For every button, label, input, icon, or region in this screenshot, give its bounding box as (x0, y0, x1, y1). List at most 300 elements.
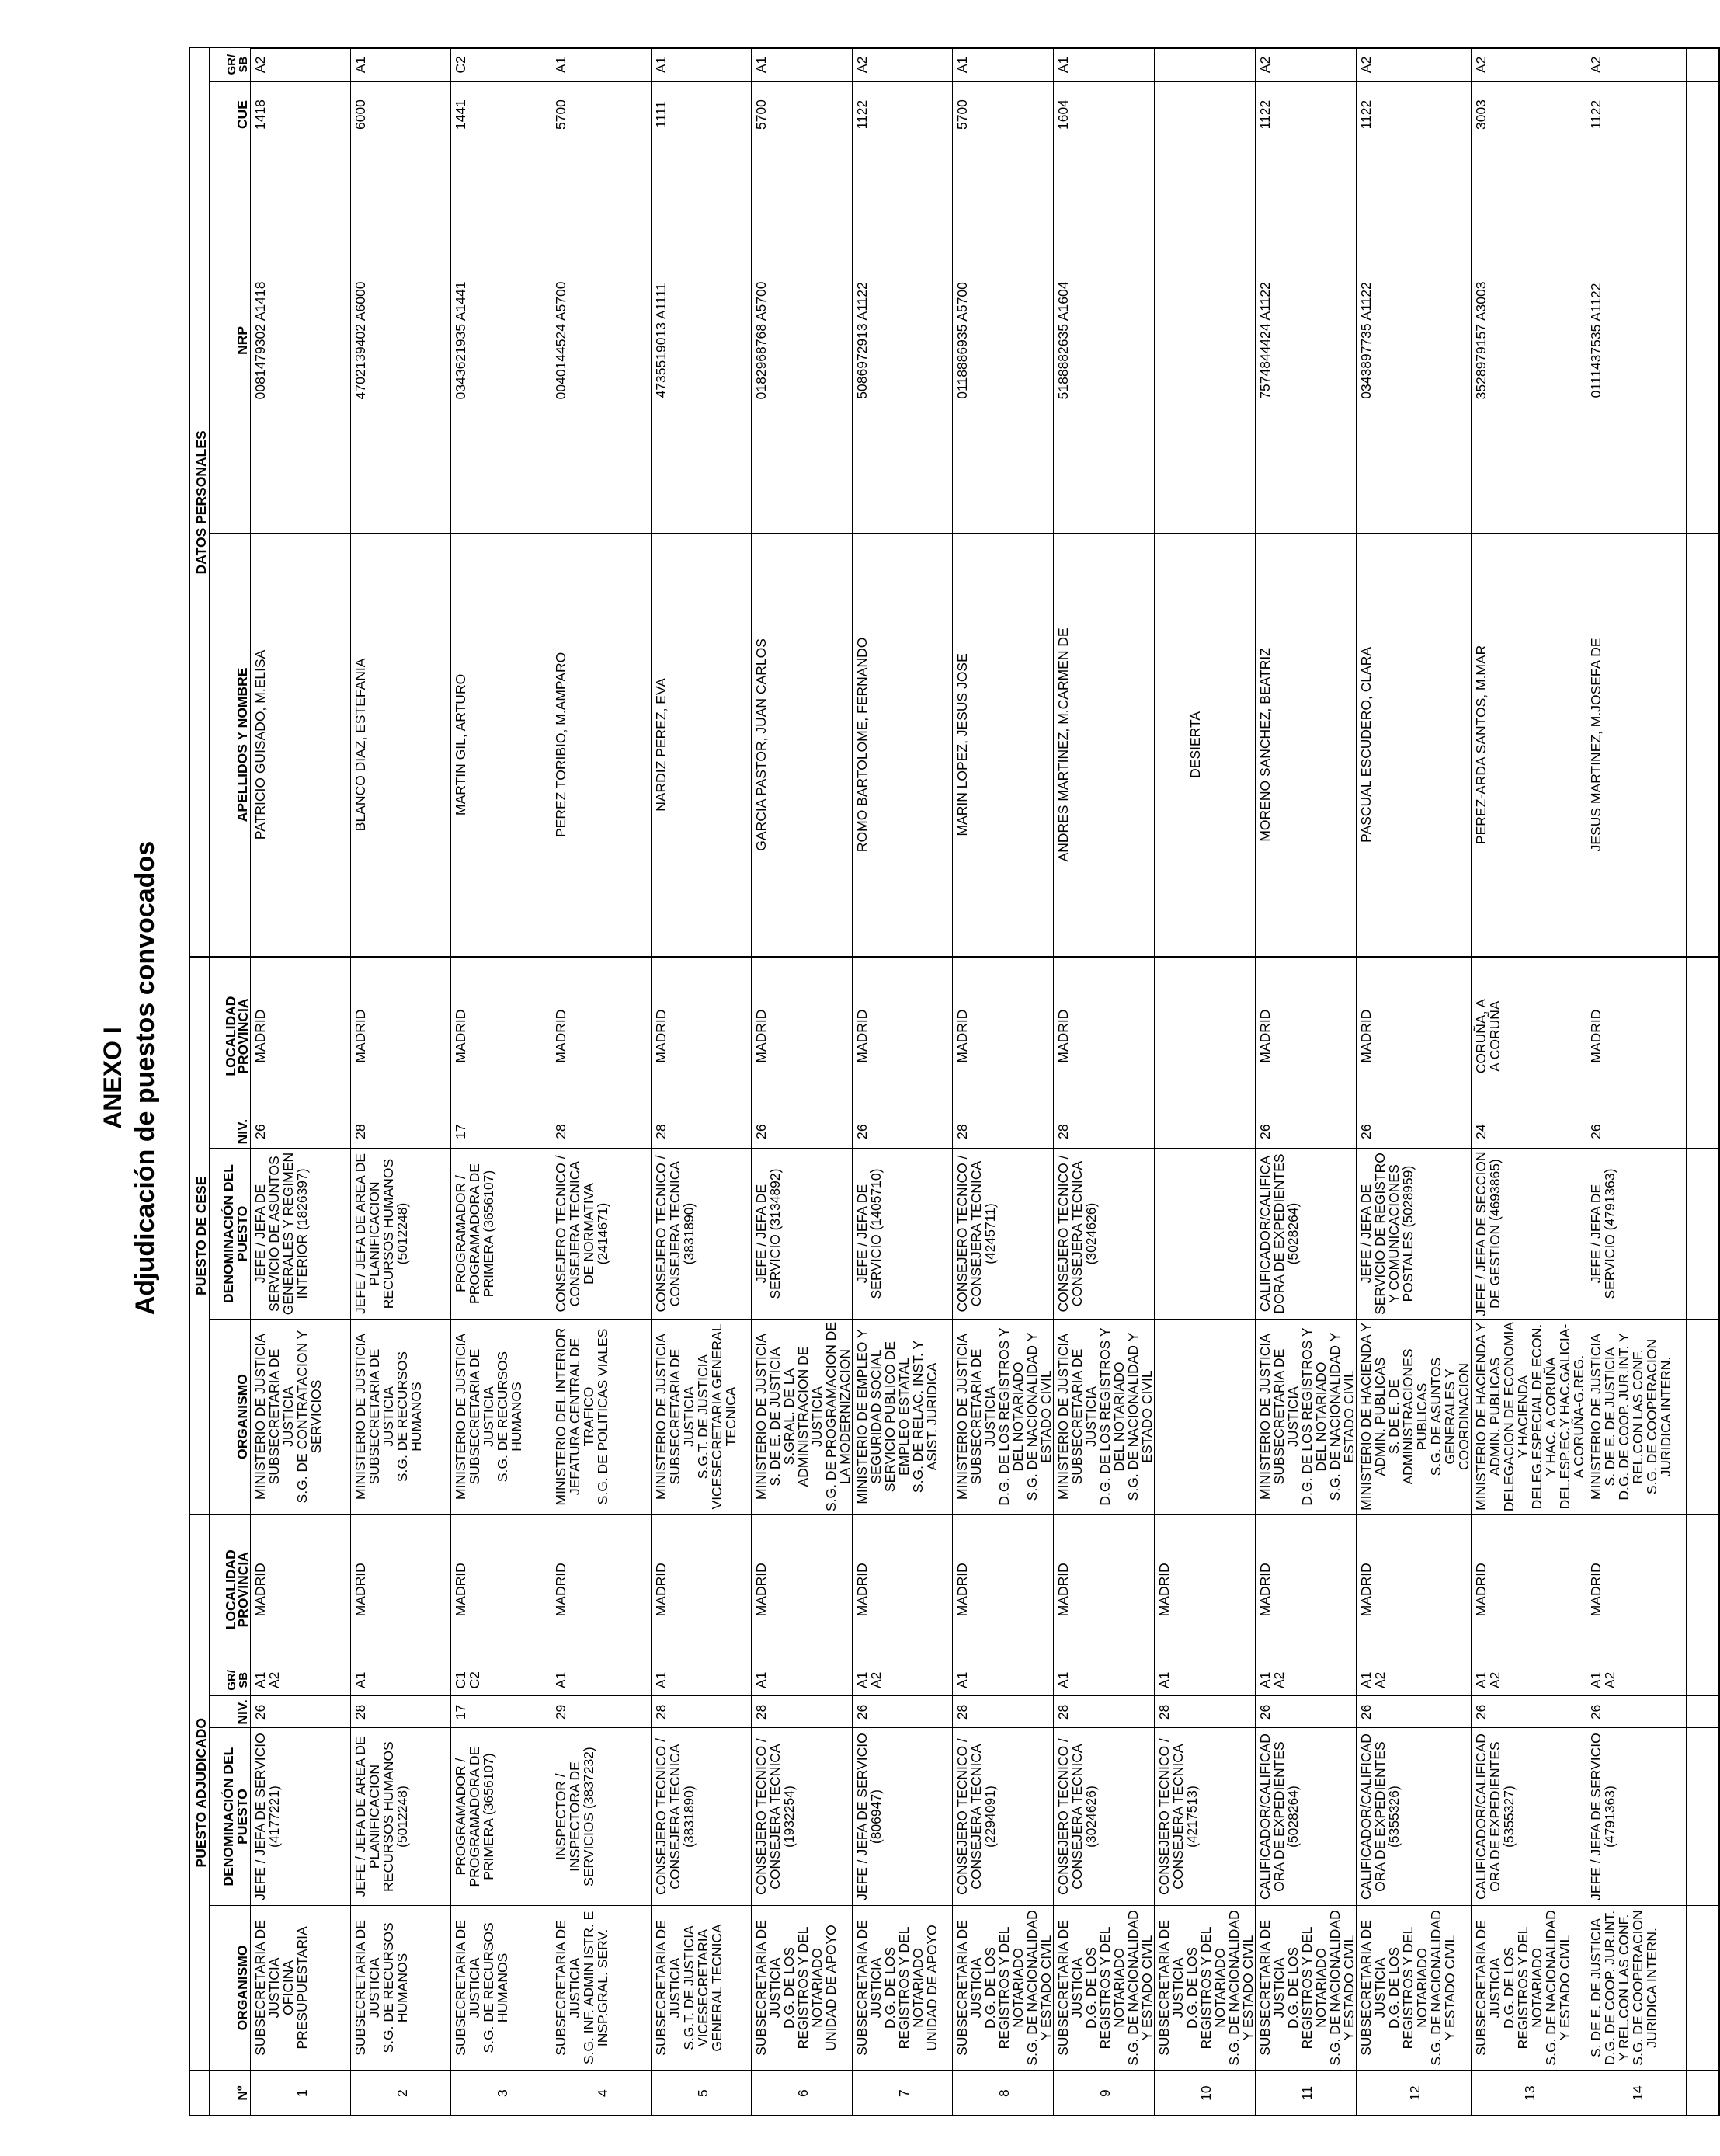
table-row (752, 48, 853, 2116)
apellidos-nombre-text: PASCUAL ESCUDERO, CLARA (1358, 646, 1374, 843)
localidad-cese (251, 957, 351, 1115)
nivel-adjudicado-text: 28 (653, 1704, 669, 1720)
organismo-adjudicado-text: SUBSECRETARIA DE JUSTICIA D.G. DE LOS REGISTROS Y DEL NOTARIADO S.G. DE NACIONALIDAD Y ESTADO CIVIL (1257, 1910, 1357, 2066)
localidad-cese-text: MADRID (1588, 1009, 1604, 1063)
nivel-adjudicado (451, 1696, 551, 1728)
denominacion-cese-text: CONSEJERO TECNICO / CONSEJERA TECNICA (4245711) (954, 1155, 998, 1313)
nivel-cese (1586, 1115, 1687, 1149)
grupo (1256, 48, 1357, 81)
nrp (351, 148, 451, 533)
localidad-adjudicado (953, 1514, 1054, 1664)
denominacion-cese-text: CONSEJERO TECNICO / CONSEJERA TECNICA (3831890) (653, 1155, 697, 1313)
denominacion-adjudicado (1155, 1728, 1256, 1905)
nrp-text: 0343897735 A1122 (1358, 282, 1374, 399)
organismo-cese-text: MINISTERIO DE JUSTICIA SUBSECRETARIA DE JUSTICIA D.G. DE LOS REGISTROS Y DEL NOTARIADO S.G. DE NACIONALIDAD Y ESTADO CIVIL (954, 1327, 1054, 1506)
denominacion-cese (1155, 1149, 1256, 1320)
col-num: Nº (210, 2071, 251, 2115)
organismo-cese-text: MINISTERIO DE JUSTICIA SUBSECRETARIA DE JUSTICIA S.G.T. DE JUSTICIA VICESECRETARIA GENERAL TECNICA (653, 1323, 738, 1510)
denominacion-cese (1586, 1149, 1687, 1320)
row-number (652, 2071, 752, 2115)
row-number-text: 4 (594, 2089, 610, 2097)
denominacion-cese-text: CONSEJERO TECNICO / CONSEJERA TECNICA (3024626) (1055, 1155, 1099, 1313)
nivel-adjudicado-text: 26 (252, 1704, 268, 1720)
nivel-adjudicado-text: 26 (1257, 1704, 1273, 1720)
denominacion-cese-text: CONSEJERO TECNICO / CONSEJERA TECNICA DE NORMATIVA (2414671) (553, 1155, 610, 1313)
nivel-cese-text: 26 (1358, 1124, 1374, 1139)
localidad-cese-text: MADRID (854, 1009, 870, 1063)
nrp (451, 148, 551, 533)
denominacion-adjudicado (551, 1728, 652, 1905)
denominacion-adjudicado (1054, 1728, 1155, 1905)
apellidos-nombre (953, 533, 1054, 957)
organismo-cese-text: MINISTERIO DE HACIENDA Y ADMIN. PUBLICAS S. DE E. DE ADMINISTRACIONES PUBLICAS S.G. DE ASUNTOS GENERALES Y COORDINACION (1358, 1323, 1472, 1511)
cue-text: 3003 (1473, 99, 1489, 130)
col-grupo-adjudicado: GR/ SB (210, 1664, 251, 1696)
organismo-cese (451, 1319, 551, 1514)
grupo-adjudicado (251, 1664, 351, 1696)
grupo-adjudicado-text: A1 A2 (1257, 1671, 1287, 1689)
table-row (351, 48, 451, 2116)
localidad-adjudicado-text: MADRID (1588, 1563, 1604, 1617)
grupo-adjudicado-text: A1 A2 (252, 1671, 282, 1689)
group-datos-personales: DATOS PERSONALES (189, 48, 210, 957)
denominacion-cese (853, 1149, 953, 1320)
denominacion-adjudicado (1256, 1728, 1357, 1905)
cue-text: 1122 (1257, 99, 1273, 130)
row-number-text: 7 (895, 2089, 912, 2097)
nivel-cese (251, 1115, 351, 1149)
denominacion-adjudicado (251, 1728, 351, 1905)
denominacion-adjudicado-text: CONSEJERO TECNICO / CONSEJERA TECNICA (3831890) (653, 1738, 697, 1896)
localidad-adjudicado-text: MADRID (954, 1563, 970, 1617)
localidad-adjudicado (1054, 1514, 1155, 1664)
nivel-adjudicado-text: 26 (1473, 1704, 1489, 1720)
cue-text: 5700 (954, 99, 970, 130)
denominacion-cese-text: CALIFICADOR/CALIFICADORA DE EXPEDIENTES (5028264) (1257, 1153, 1301, 1314)
nivel-cese-text: 24 (1473, 1124, 1489, 1139)
grupo-adjudicado-text: A1 (553, 1671, 568, 1689)
cue (451, 81, 551, 148)
cue (853, 81, 953, 148)
localidad-adjudicado (1472, 1514, 1586, 1664)
cue (1054, 81, 1155, 148)
row-number (953, 2071, 1054, 2115)
cue (251, 81, 351, 148)
nrp-text: 3528979157 A3003 (1473, 281, 1489, 400)
adjudication-table (189, 47, 1720, 2116)
empty-cell (1687, 533, 1719, 957)
row-number (351, 2071, 451, 2115)
localidad-cese (752, 957, 853, 1115)
nrp (1357, 148, 1472, 533)
denominacion-cese (251, 1149, 351, 1320)
column-header-row (210, 48, 251, 2116)
organismo-cese (1054, 1319, 1155, 1514)
grupo-adjudicado-text: A1 A2 (1588, 1671, 1617, 1689)
cue-text: 1418 (252, 99, 268, 130)
localidad-adjudicado-text: MADRID (1156, 1563, 1172, 1617)
organismo-cese (752, 1319, 853, 1514)
organismo-cese-text: MINISTERIO DE JUSTICIA SUBSECRETARIA DE JUSTICIA S.G. DE RECURSOS HUMANOS (353, 1334, 424, 1500)
localidad-cese-text: MADRID (353, 1009, 368, 1063)
row-number-text: 9 (1097, 2089, 1113, 2097)
cue-text: 6000 (353, 99, 368, 130)
table-row (853, 48, 953, 2116)
localidad-cese (1586, 957, 1687, 1115)
denominacion-cese (953, 1149, 1054, 1320)
organismo-adjudicado-text: SUBSECRETARIA DE JUSTICIA S.G.T. DE JUSTICIA VICESECRETARIA GENERAL TECNICA (653, 1920, 724, 2056)
col-organismo-cese: ORGANISMO (210, 1319, 251, 1514)
organismo-adjudicado (652, 1905, 752, 2071)
denominacion-cese (551, 1149, 652, 1320)
localidad-adjudicado-text: MADRID (353, 1563, 368, 1617)
denominacion-adjudicado (853, 1728, 953, 1905)
localidad-cese-text: MADRID (1055, 1009, 1071, 1063)
document-header (97, 0, 162, 2156)
grupo-text: A1 (753, 56, 769, 74)
annex-title: ANEXO I (99, 1027, 127, 1129)
apellidos-nombre (551, 533, 652, 957)
apellidos-nombre (652, 533, 752, 957)
cue-text: 1441 (453, 99, 468, 130)
nivel-adjudicado (1472, 1696, 1586, 1728)
grupo-text: A1 (353, 56, 368, 74)
col-nrp: NRP (210, 148, 251, 533)
row-number (1586, 2071, 1687, 2115)
denominacion-cese-text: JEFE / JEFA DE SERVICIO (3134892) (753, 1168, 783, 1299)
cue-text: 5700 (753, 99, 769, 130)
nrp (1472, 148, 1586, 533)
localidad-cese (451, 957, 551, 1115)
nivel-adjudicado (551, 1696, 652, 1728)
apellidos-nombre-text: ROMO BARTOLOME, FERNANDO (854, 637, 870, 853)
apellidos-nombre-text: MARTIN GIL, ARTURO (453, 673, 468, 815)
nivel-cese-text: 28 (353, 1124, 368, 1139)
nivel-adjudicado-text: 29 (553, 1704, 568, 1720)
denominacion-adjudicado-text: CALIFICADOR/CALIFICADORA DE EXPEDIENTES (5028264) (1257, 1733, 1301, 1900)
cue (351, 81, 451, 148)
organismo-cese-text: MINISTERIO DE JUSTICIA S. DE E. DE JUSTICIA S.GRAL. DE LA ADMINISTRACION DE JUSTICIA S.G. DE PROGRAMACION DE LA MODERNIZACION (753, 1321, 853, 1512)
localidad-adjudicado (351, 1514, 451, 1664)
denominacion-adjudicado (1586, 1728, 1687, 1905)
nivel-adjudicado-text: 26 (854, 1704, 870, 1720)
group-puesto-cese: PUESTO DE CESE (189, 957, 210, 1514)
organismo-cese (551, 1319, 652, 1514)
table-row (251, 48, 351, 2116)
localidad-adjudicado-text: MADRID (653, 1563, 669, 1617)
localidad-cese (351, 957, 451, 1115)
cue-text: 1122 (854, 99, 870, 130)
localidad-cese (551, 957, 652, 1115)
apellidos-nombre (1256, 533, 1357, 957)
nivel-adjudicado-text: 26 (1358, 1704, 1374, 1720)
nivel-cese (551, 1115, 652, 1149)
grupo-adjudicado (1054, 1664, 1155, 1696)
table-row (1586, 48, 1687, 2116)
denominacion-cese-text: JEFE / JEFA DE AREA DE PLANIFICACION RECURSOS HUMANOS (5012248) (353, 1153, 410, 1315)
col-organismo-adjudicado: ORGANISMO (210, 1905, 251, 2071)
nivel-cese-text: 28 (653, 1124, 669, 1139)
grupo-text: A2 (854, 56, 870, 74)
organismo-adjudicado-text: SUBSECRETARIA DE JUSTICIA D.G. DE LOS REGISTROS Y DEL NOTARIADO UNIDAD DE APOYO (753, 1920, 839, 2056)
grupo (451, 48, 551, 81)
localidad-adjudicado (1586, 1514, 1687, 1664)
cue-text: 1122 (1358, 99, 1374, 130)
grupo (953, 48, 1054, 81)
col-localidad-cese: LOCALIDAD PROVINCIA (210, 957, 251, 1115)
nrp (1586, 148, 1687, 533)
organismo-adjudicado (1054, 1905, 1155, 2071)
grupo-text: C2 (453, 56, 468, 74)
nivel-cese (953, 1115, 1054, 1149)
grupo-text: A2 (252, 56, 268, 74)
nivel-cese-text: 17 (453, 1124, 468, 1139)
grupo (652, 48, 752, 81)
grupo-adjudicado (853, 1664, 953, 1696)
denominacion-adjudicado-text: JEFE / JEFA DE SERVICIO (4791363) (1588, 1733, 1617, 1900)
denominacion-adjudicado-text: CONSEJERO TECNICO / CONSEJERA TECNICA (2294091) (954, 1738, 998, 1896)
organismo-cese-text: MINISTERIO DE JUSTICIA SUBSECRETARIA DE JUSTICIA D.G. DE LOS REGISTROS Y DEL NOTARIADO S.G. DE NACIONALIDAD Y ESTADO CIVIL (1257, 1327, 1357, 1506)
denominacion-cese (351, 1149, 451, 1320)
grupo (1472, 48, 1586, 81)
organismo-adjudicado (351, 1905, 451, 2071)
row-number-text: 13 (1522, 2085, 1538, 2101)
grupo-text: A2 (1588, 56, 1604, 74)
nivel-cese-text: 26 (753, 1124, 769, 1139)
apellidos-nombre-text: ANDRES MARTINEZ, M.CARMEN DE (1055, 628, 1071, 862)
grupo (1155, 48, 1256, 81)
col-denominacion-cese: DENOMINACIÓN DEL PUESTO (210, 1149, 251, 1320)
table-row (1155, 48, 1256, 2116)
localidad-adjudicado (451, 1514, 551, 1664)
nrp (752, 148, 853, 533)
organismo-adjudicado (1357, 1905, 1472, 2071)
empty-cell (1687, 148, 1719, 533)
empty-cell (1687, 2071, 1719, 2115)
grupo-adjudicado (1155, 1664, 1256, 1696)
nrp (1054, 148, 1155, 533)
apellidos-nombre-text: DESIERTA (1187, 711, 1203, 778)
col-apellidos-nombre: APELLIDOS Y NOMBRE (210, 533, 251, 957)
apellidos-nombre-text: PATRICIO GUISADO, M.ELISA (252, 649, 268, 840)
localidad-cese-text: MADRID (753, 1009, 769, 1063)
row-number (451, 2071, 551, 2115)
nivel-adjudicado (1054, 1696, 1155, 1728)
nivel-cese (853, 1115, 953, 1149)
localidad-adjudicado-text: MADRID (553, 1563, 568, 1617)
apellidos-nombre-text: PEREZ-ARDA SANTOS, M.MAR (1473, 645, 1489, 845)
cue (1155, 81, 1256, 148)
nivel-adjudicado-text: 28 (1156, 1704, 1172, 1720)
organismo-cese-text: MINISTERIO DE JUSTICIA SUBSECRETARIA DE JUSTICIA S.G. DE RECURSOS HUMANOS (453, 1334, 524, 1500)
table-row (551, 48, 652, 2116)
apellidos-nombre (351, 533, 451, 957)
localidad-adjudicado (551, 1514, 652, 1664)
apellidos-nombre-text: GARCIA PASTOR, JUAN CARLOS (753, 638, 769, 851)
localidad-cese (1054, 957, 1155, 1115)
organismo-adjudicado-text: SUBSECRETARIA DE JUSTICIA D.G. DE LOS REGISTROS Y DEL NOTARIADO S.G. DE NACIONALIDAD Y ESTADO CIVIL (1055, 1910, 1155, 2066)
cue-text: 1111 (653, 101, 669, 129)
table-row (953, 48, 1054, 2116)
grupo (1357, 48, 1472, 81)
nrp-text: 4702139402 A6000 (353, 281, 368, 400)
table-row (1472, 48, 1586, 2116)
organismo-adjudicado (953, 1905, 1054, 2071)
localidad-adjudicado-text: MADRID (1257, 1563, 1273, 1617)
localidad-adjudicado-text: MADRID (453, 1563, 468, 1617)
denominacion-adjudicado (351, 1728, 451, 1905)
denominacion-adjudicado-text: CONSEJERO TECNICO / CONSEJERA TECNICA (4217513) (1156, 1738, 1200, 1896)
grupo-text: A1 (1055, 56, 1071, 74)
row-number-text: 11 (1299, 2086, 1315, 2101)
localidad-adjudicado (1256, 1514, 1357, 1664)
nivel-adjudicado (953, 1696, 1054, 1728)
localidad-adjudicado-text: MADRID (753, 1563, 769, 1617)
apellidos-nombre (1155, 533, 1256, 957)
col-grupo: GR/ SB (210, 48, 251, 81)
nivel-adjudicado (652, 1696, 752, 1728)
grupo-text: A1 (653, 56, 669, 74)
empty-row (1687, 48, 1719, 2116)
denominacion-cese (1256, 1149, 1357, 1320)
cue (953, 81, 1054, 148)
organismo-cese (1256, 1319, 1357, 1514)
nivel-adjudicado-text: 26 (1588, 1704, 1604, 1720)
grupo-adjudicado (953, 1664, 1054, 1696)
localidad-cese-text: CORUÑA, A A CORUÑA (1473, 998, 1503, 1074)
nrp-text: 5188882635 A1604 (1055, 281, 1071, 400)
localidad-adjudicado (652, 1514, 752, 1664)
table-row (1054, 48, 1155, 2116)
organismo-adjudicado (251, 1905, 351, 2071)
empty-cell (1687, 1319, 1719, 1514)
nivel-adjudicado (1256, 1696, 1357, 1728)
empty-cell (1687, 1905, 1719, 2071)
localidad-cese (953, 957, 1054, 1115)
row-number (853, 2071, 953, 2115)
nrp (251, 148, 351, 533)
grupo-adjudicado (551, 1664, 652, 1696)
nrp-text: 0040144524 A5700 (553, 281, 568, 400)
localidad-adjudicado (853, 1514, 953, 1664)
empty-cell (1687, 1115, 1719, 1149)
cue (1586, 81, 1687, 148)
organismo-cese-text: MINISTERIO DE JUSTICIA SUBSECRETARIA DE JUSTICIA S.G. DE CONTRATACION Y SERVICIOS (252, 1330, 324, 1504)
organismo-cese (1357, 1319, 1472, 1514)
denominacion-adjudicado-text: PROGRAMADOR / PROGRAMADORA DE PRIMERA (3656107) (453, 1746, 496, 1887)
denominacion-cese (451, 1149, 551, 1320)
denominacion-cese-text: PROGRAMADOR / PROGRAMADORA DE PRIMERA (3656107) (453, 1163, 496, 1304)
denominacion-adjudicado-text: CALIFICADOR/CALIFICADORA DE EXPEDIENTES (5355327) (1473, 1733, 1517, 1900)
localidad-cese (652, 957, 752, 1115)
localidad-cese (1256, 957, 1357, 1115)
localidad-adjudicado (251, 1514, 351, 1664)
grupo-adjudicado-text: A1 (653, 1671, 669, 1689)
apellidos-nombre-text: JESUS MARTINEZ, M.JOSEFA DE (1588, 638, 1604, 852)
organismo-adjudicado-text: SUBSECRETARIA DE JUSTICIA OFICINA PRESUPUESTARIA (252, 1920, 310, 2056)
denominacion-cese (652, 1149, 752, 1320)
nivel-adjudicado (1357, 1696, 1472, 1728)
apellidos-nombre (752, 533, 853, 957)
denominacion-adjudicado-text: INSPECTOR / INSPECTORA DE SERVICIOS (3837232) (553, 1747, 596, 1886)
denominacion-cese-text: JEFE / JEFA DE SERVICIO DE ASUNTOS GENERALES Y REGIMEN INTERIOR (1826397) (252, 1152, 310, 1316)
nivel-cese (1357, 1115, 1472, 1149)
denominacion-adjudicado-text: JEFE / JEFA DE AREA DE PLANIFICACION RECURSOS HUMANOS (5012248) (353, 1736, 410, 1897)
row-number (1155, 2071, 1256, 2115)
denominacion-adjudicado (953, 1728, 1054, 1905)
denominacion-cese-text: JEFE / JEFA DE SERVICIO DE REGISTRO Y COMUNICACIONES POSTALES (5028959) (1358, 1153, 1416, 1315)
cue (1256, 81, 1357, 148)
denominacion-adjudicado-text: JEFE / JEFA DE SERVICIO (4177221) (252, 1733, 282, 1900)
denominacion-adjudicado (1357, 1728, 1472, 1905)
row-number (251, 2071, 351, 2115)
table-row (652, 48, 752, 2116)
row-number-text: 3 (494, 2089, 510, 2097)
denominacion-adjudicado (1472, 1728, 1586, 1905)
grupo-text: A1 (553, 56, 568, 74)
localidad-adjudicado-text: MADRID (854, 1563, 870, 1617)
row-number (1472, 2071, 1586, 2115)
grupo-adjudicado (1586, 1664, 1687, 1696)
organismo-cese-text: MINISTERIO DE JUSTICIA S. DE E. DE JUSTICIA D.G. DE COOP. JUR.INT. Y REL.CON LAS CONF. S.G. DE COOPERACION JURIDICA INTERN. (1588, 1333, 1673, 1501)
grupo-adjudicado-text: A1 (753, 1671, 769, 1689)
nivel-cese-text: 26 (1588, 1124, 1604, 1139)
apellidos-nombre (1586, 533, 1687, 957)
localidad-cese-text: MADRID (954, 1009, 970, 1063)
grupo-text: A2 (1358, 56, 1374, 74)
grupo (752, 48, 853, 81)
organismo-cese (652, 1319, 752, 1514)
grupo-adjudicado (652, 1664, 752, 1696)
nrp-text: 0182968768 A5700 (753, 281, 769, 400)
cue (551, 81, 652, 148)
organismo-cese-text: MINISTERIO DE HACIENDA Y ADMIN. PUBLICAS DELEGACION DE ECONOMIA Y HACIENDA DELEG.ESPECIAL DE ECON. Y HAC. A CORUÑA DEL.ESP.EC.Y HAC.GALICIA-A CORUÑA-G.REG. (1473, 1321, 1586, 1512)
col-nivel-cese: NIV. (210, 1115, 251, 1149)
organismo-adjudicado (1256, 1905, 1357, 2071)
denominacion-cese (752, 1149, 853, 1320)
nrp (1155, 148, 1256, 533)
cue-text: 1122 (1588, 99, 1604, 130)
organismo-cese (351, 1319, 451, 1514)
organismo-adjudicado-text: SUBSECRETARIA DE JUSTICIA S.G. DE RECURSOS HUMANOS (453, 1920, 510, 2056)
nivel-cese-text: 28 (1055, 1124, 1071, 1139)
localidad-cese (1472, 957, 1586, 1115)
grupo-adjudicado (351, 1664, 451, 1696)
denominacion-adjudicado-text: CALIFICADOR/CALIFICADORA DE EXPEDIENTES (5355326) (1358, 1733, 1402, 1900)
nivel-cese (451, 1115, 551, 1149)
grupo-text: A2 (1473, 56, 1489, 74)
grupo-adjudicado-text: A1 A2 (854, 1671, 884, 1689)
nivel-adjudicado-text: 28 (353, 1704, 368, 1720)
grupo (551, 48, 652, 81)
organismo-adjudicado (752, 1905, 853, 2071)
organismo-adjudicado (853, 1905, 953, 2071)
empty-cell (1687, 48, 1719, 81)
empty-cell (1687, 1514, 1719, 1664)
localidad-adjudicado (1357, 1514, 1472, 1664)
row-number-text: 8 (996, 2089, 1012, 2097)
table-row (1357, 48, 1472, 2116)
grupo-adjudicado (1472, 1664, 1586, 1696)
denominacion-adjudicado (451, 1728, 551, 1905)
nivel-adjudicado (1586, 1696, 1687, 1728)
apellidos-nombre-text: PEREZ TORIBIO, M.AMPARO (553, 652, 568, 837)
grupo-adjudicado (752, 1664, 853, 1696)
organismo-cese-text: MINISTERIO DE JUSTICIA SUBSECRETARIA DE JUSTICIA D.G. DE LOS REGISTROS Y DEL NOTARIADO S.G. DE NACIONALIDAD Y ESTADO CIVIL (1055, 1327, 1155, 1506)
organismo-cese-text: MINISTERIO DEL INTERIOR JEFATURA CENTRAL DE TRAFICO S.G. DE POLITICAS VIALES (553, 1327, 610, 1506)
empty-cell (1687, 957, 1719, 1115)
denominacion-cese-text: JEFE / JEFA DE SERVICIO (4791363) (1588, 1168, 1617, 1299)
